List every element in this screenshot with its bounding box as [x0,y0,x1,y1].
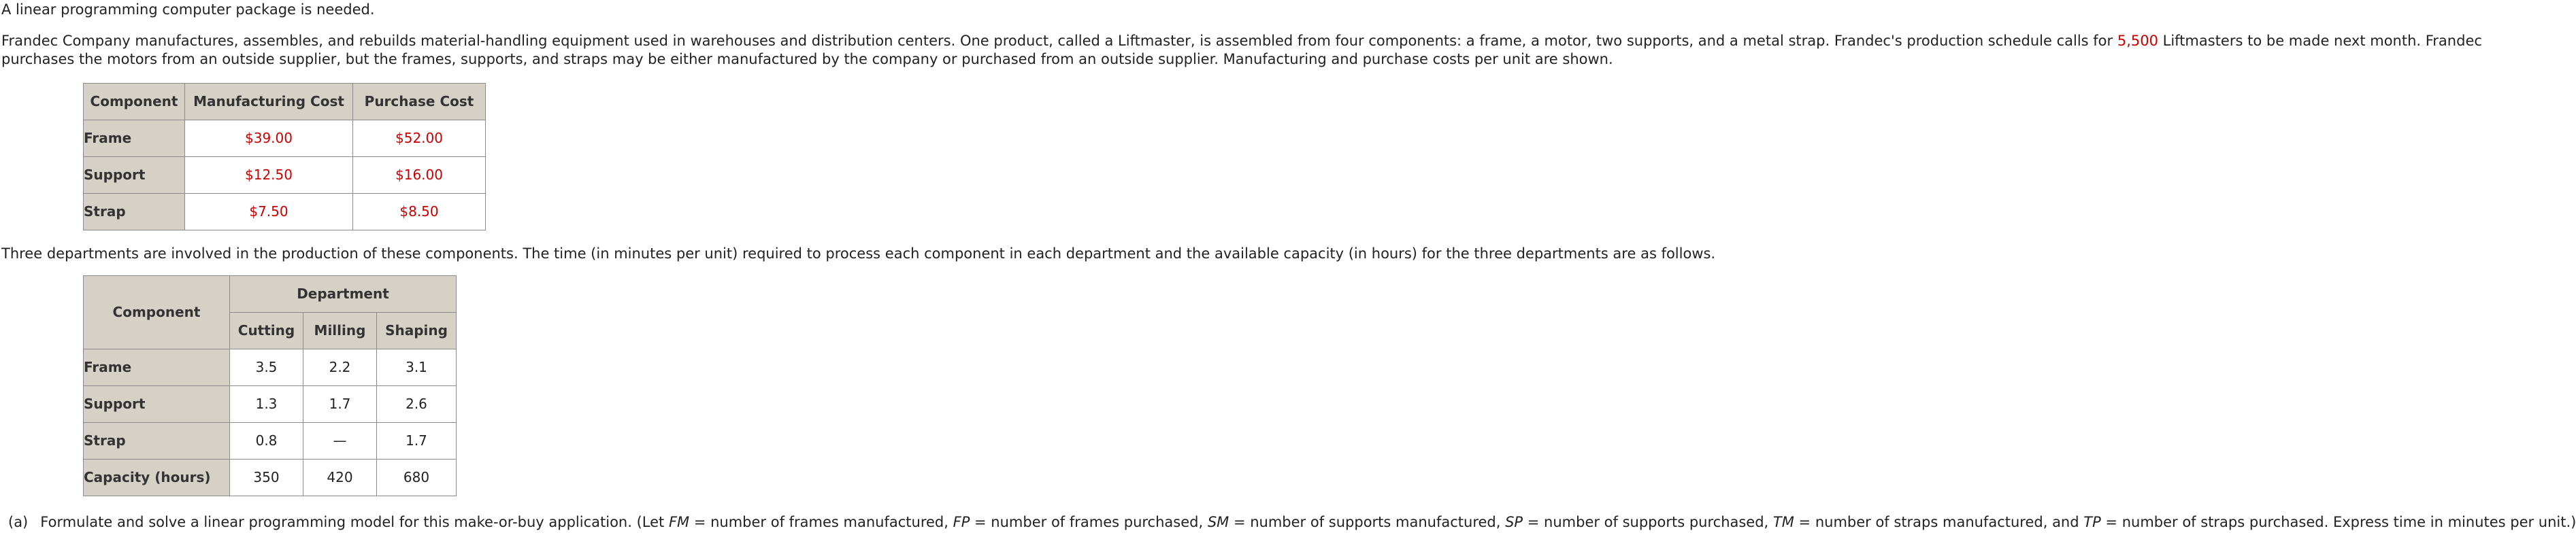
part-a-text: = number of supports purchased, [1523,514,1773,530]
time-header-component: Component [84,276,230,349]
intro-text: A linear programming computer package is needed. [1,1,375,18]
part-a-text: = number of straps purchased. Express time in minutes per unit.) [2100,514,2576,530]
time-value: 2.6 [377,386,457,423]
time-row-label: Support [84,386,230,423]
variable-sp: SP [1505,514,1523,530]
time-header-department: Department [230,276,457,313]
part-a-text: Formulate and solve a linear programming model for this make-or-buy application. (Let [40,514,669,530]
cost-header-component: Component [84,84,185,120]
departments-paragraph: Three departments are involved in the production of these components. The time (in minutes per unit) required to process each component in each department and the available capacity (in hours) for the three departments are as follows. [1,245,1716,262]
part-a-text: = number of frames manufactured, [689,514,953,530]
cost-header-manufacturing: Manufacturing Cost [185,84,353,120]
variable-tm: TM [1772,514,1794,530]
part-a-question [8,513,2576,532]
cost-row-frame [84,120,486,157]
cost-row-strap [84,194,486,230]
part-a-label: (a) [8,514,29,530]
manufacturing-cost-value: $7.50 [185,194,353,230]
time-row-capacity [84,460,457,496]
time-value: 3.5 [230,349,303,386]
manufacturing-cost-value: $12.50 [185,157,353,194]
time-value: 1.7 [377,423,457,460]
variable-fp: FP [953,514,970,530]
cost-row-support [84,157,486,194]
variable-sm: SM [1207,514,1229,530]
variable-fm: FM [668,514,690,530]
time-row-label: Frame [84,349,230,386]
time-value: 1.7 [303,386,377,423]
time-row-strap [84,423,457,460]
time-table-header-row [84,276,457,313]
part-a-text: = number of supports manufactured, [1229,514,1506,530]
capacity-value: 680 [377,460,457,496]
time-row-frame [84,349,457,386]
purchase-cost-value: $8.50 [353,194,486,230]
cost-row-label: Frame [84,120,185,157]
paragraph-text-before: Frandec Company manufactures, assembles, and rebuilds material-handling equipment used in warehouses and distribution centers. One product, called a Liftmaster, is assembled from four components: a frame, a motor, two supports, and a metal strap. Frandec's production schedule calls for [1,33,2117,49]
time-value: 1.3 [230,386,303,423]
time-header-milling: Milling [303,313,377,349]
paragraph-text-after: Liftmasters to be made next month. Frandec purchases the motors from an outside supplier, but the frames, supports, and straps may be either manufactured by the company or purchased from an outside supplier. Manufacturing and purchase costs per unit are shown. [1,33,2482,67]
cost-table-header-row [84,84,486,120]
time-value: 2.2 [303,349,377,386]
cost-row-label: Support [84,157,185,194]
capacity-value: 350 [230,460,303,496]
problem-paragraph [1,32,2492,69]
time-value: 0.8 [230,423,303,460]
time-value: 3.1 [377,349,457,386]
purchase-cost-value: $52.00 [353,120,486,157]
capacity-value: 420 [303,460,377,496]
time-row-support [84,386,457,423]
manufacturing-cost-value: $39.00 [185,120,353,157]
cost-row-label: Strap [84,194,185,230]
time-value: — [303,423,377,460]
cost-table [83,83,486,230]
variable-tp: TP [2083,514,2101,530]
liftmaster-quantity: 5,500 [2117,33,2158,49]
part-a-text: = number of straps manufactured, and [1794,514,2084,530]
purchase-cost-value: $16.00 [353,157,486,194]
time-header-cutting: Cutting [230,313,303,349]
time-header-shaping: Shaping [377,313,457,349]
time-table [83,275,457,496]
cost-header-purchase: Purchase Cost [353,84,486,120]
time-row-label: Capacity (hours) [84,460,230,496]
time-row-label: Strap [84,423,230,460]
part-a-text: = number of frames purchased, [970,514,1208,530]
